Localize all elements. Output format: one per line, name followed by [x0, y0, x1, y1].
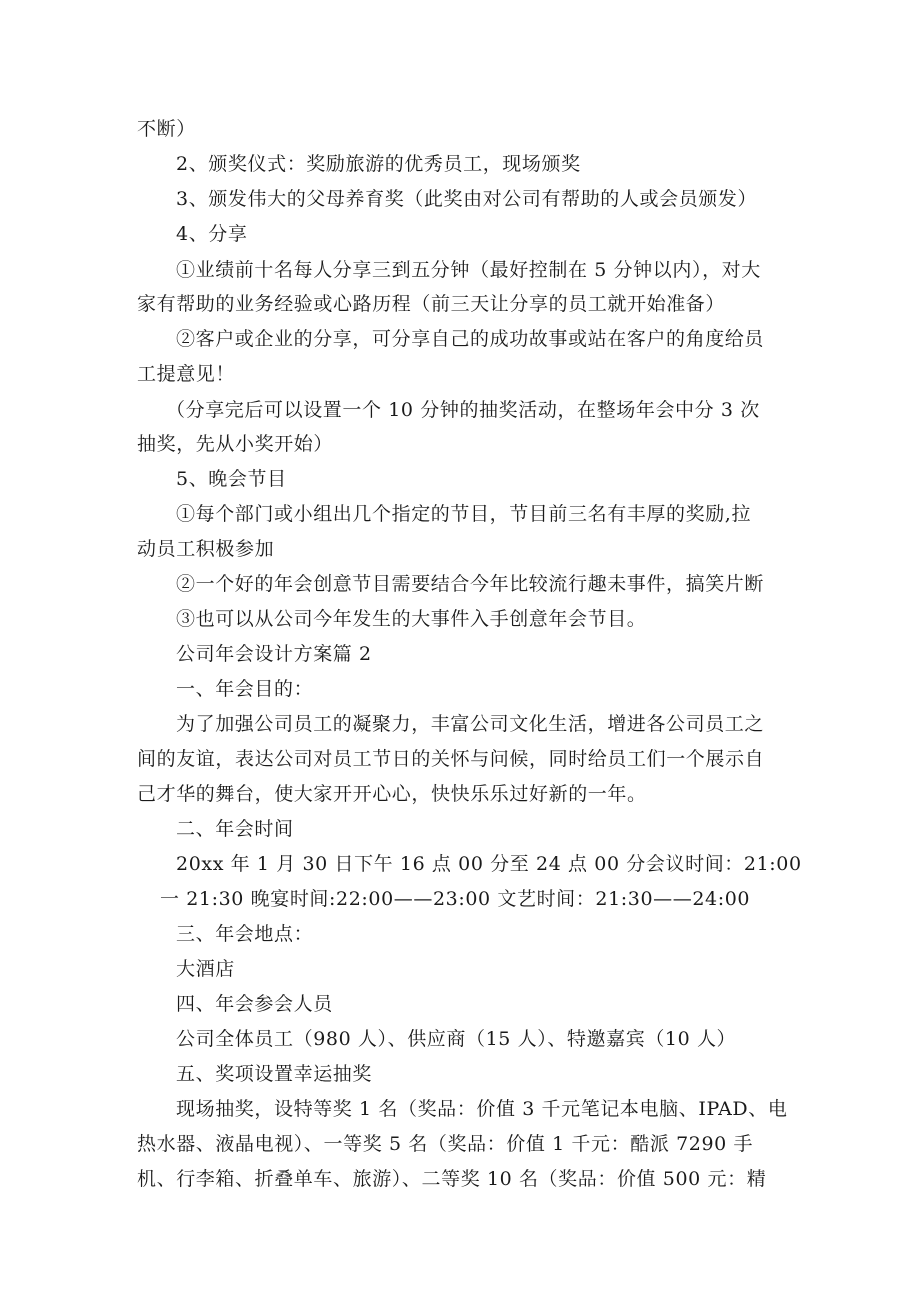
text-line: ①业绩前十名每人分享三到五分钟（最好控制在 5 分钟以内），对大	[176, 259, 761, 281]
text-line: 热水器、液晶电视）、一等奖 5 名（奖品：价值 1 千元：酷派 7290 手	[137, 1133, 754, 1155]
text-line: 四、年会参会人员	[176, 993, 333, 1015]
text-line: 4、分享	[176, 223, 248, 245]
text-line: 20xx 年 1 月 30 日下午 16 点 00 分至 24 点 00 分会议时间：21:00	[176, 853, 802, 875]
section-heading: 公司年会设计方案篇 2	[176, 643, 372, 665]
text-line: 为了加强公司员工的凝聚力，丰富公司文化生活，增进各公司员工之	[176, 713, 765, 735]
text-line: ①每个部门或小组出几个指定的节目，节目前三名有丰厚的奖励,拉	[176, 503, 752, 525]
text-line: 一 21:30 晚宴时间:22:00——23:00 文艺时间：21:30——24:00	[160, 888, 751, 910]
text-line: 大酒店	[176, 958, 235, 980]
text-line: （分享完后可以设置一个 10 分钟的抽奖活动，在整场年会中分 3 次	[166, 399, 760, 421]
text-line: 己才华的舞台，使大家开开心心，快快乐乐过好新的一年。	[137, 783, 647, 805]
text-line: 动员工积极参加	[137, 538, 275, 560]
text-line: 一、年会目的：	[176, 678, 314, 700]
text-line: 家有帮助的业务经验或心路历程（前三天让分享的员工就开始准备）	[137, 293, 726, 315]
text-line: ②一个好的年会创意节目需要结合今年比较流行趣未事件，搞笑片断	[176, 573, 765, 595]
text-line: 2、颁奖仪式：奖励旅游的优秀员工，现场颁奖	[176, 153, 581, 175]
text-line: 机、行李箱、折叠单车、旅游）、二等奖 10 名（奖品：价值 500 元：精	[137, 1168, 767, 1190]
text-line: 工提意见！	[137, 363, 236, 385]
text-line: 公司全体员工（980 人）、供应商（15 人）、特邀嘉宾（10 人）	[176, 1028, 737, 1050]
text-line: 间的友谊，表达公司对员工节日的关怀与问候，同时给员工们一个展示自	[137, 748, 765, 770]
text-line: 五、奖项设置幸运抽奖	[176, 1063, 373, 1085]
text-line: ③也可以从公司今年发生的大事件入手创意年会节目。	[176, 608, 647, 630]
text-line: 5、晚会节目	[176, 468, 287, 490]
text-line: 现场抽奖，设特等奖 1 名（奖品：价值 3 千元笔记本电脑、IPAD、电	[176, 1098, 788, 1120]
text-line: ②客户或企业的分享，可分享自己的成功故事或站在客户的角度给员	[176, 328, 765, 350]
text-line: 三、年会地点：	[176, 923, 314, 945]
text-line: 抽奖，先从小奖开始）	[137, 433, 334, 455]
text-line: 不断）	[137, 118, 196, 140]
text-line: 3、颁发伟大的父母养育奖（此奖由对公司有帮助的人或会员颁发）	[176, 188, 758, 210]
text-line: 二、年会时间	[176, 818, 294, 840]
